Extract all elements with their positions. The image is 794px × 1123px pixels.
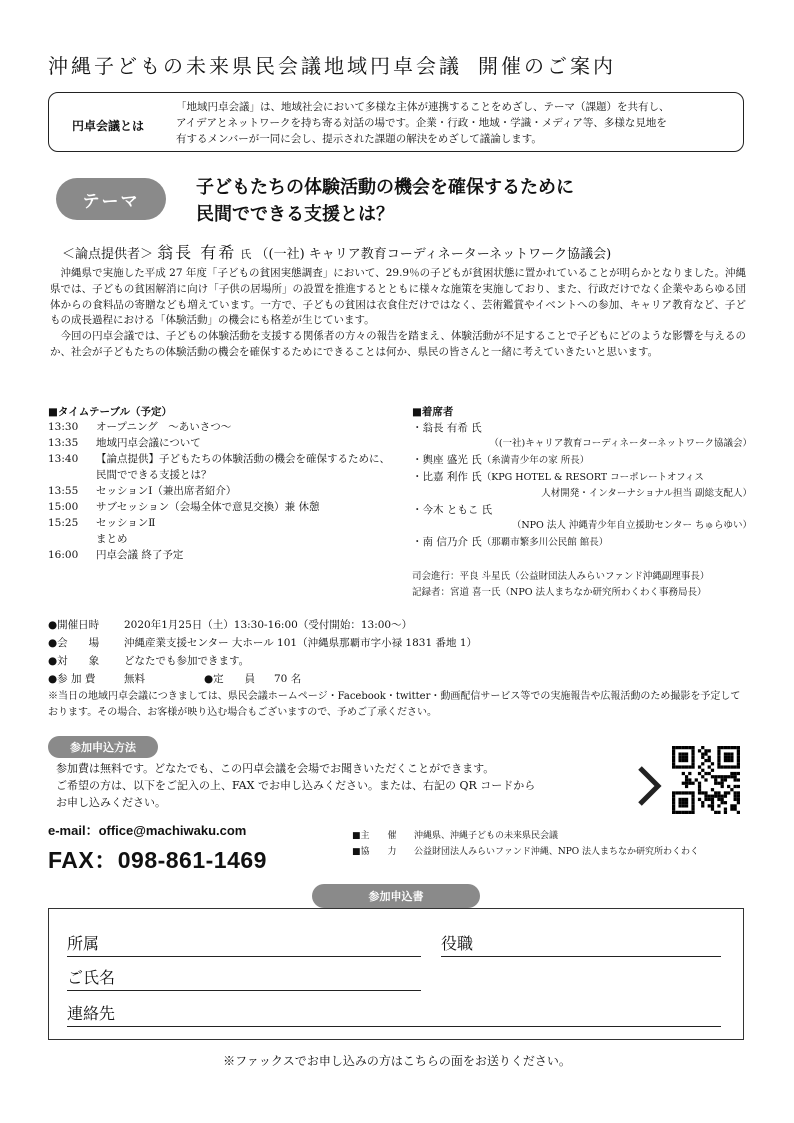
provider-name: 翁長 有希 xyxy=(157,243,237,262)
apply-line: お申し込みください。 xyxy=(56,796,166,809)
event-capacity-label: ●定 員 xyxy=(204,673,256,685)
provider-label: ＜論点提供者＞ xyxy=(62,247,154,262)
issue-provider xyxy=(62,240,762,263)
event-date xyxy=(48,616,748,634)
event-target-label: ●対 象 xyxy=(48,655,100,667)
theme-badge: テーマ xyxy=(56,178,166,220)
event-venue xyxy=(48,634,748,652)
apply-text xyxy=(56,760,656,811)
attendee-title: 人材開発・インターナショナル担当 副総支配人） xyxy=(541,488,752,499)
event-target-value: どなたでも参加できます。 xyxy=(124,655,250,667)
timetable-row xyxy=(48,483,398,499)
attendee-name: ・今木 ともこ 氏 xyxy=(412,504,493,516)
event-fee-capacity xyxy=(48,670,748,688)
provider-org: （(一社) キャリア教育コーディネーターネットワーク協議会) xyxy=(255,247,612,262)
fax-number: 098-861-1469 xyxy=(117,847,267,873)
coop-label: ■協 力 xyxy=(352,847,397,857)
attendee-name: ・南 信乃介 氏 xyxy=(412,536,482,548)
name-field[interactable]: ご氏名 xyxy=(67,965,421,991)
attendee-affiliation: （糸満青少年の家 所長） xyxy=(481,455,590,466)
timetable-time: 13:30 xyxy=(48,421,79,433)
fax-contact xyxy=(48,842,267,875)
affiliation-field[interactable]: 所属 xyxy=(67,931,421,957)
event-venue-value: 沖縄産業支援センター 大ホール 101（沖縄県那覇市字小禄 1831 番地 1） xyxy=(124,637,478,649)
attendee-name: ・輿座 盛光 氏 xyxy=(412,454,482,466)
timetable-row xyxy=(48,451,398,483)
timetable-desc: セッションⅠ（兼出席者紹介） xyxy=(96,485,237,497)
theme-title-line: 子どもたちの体験活動の機会を確保するために xyxy=(196,177,574,198)
theme-title-line: 民間でできる支援とは？ xyxy=(196,204,394,225)
attendee-name: ・比嘉 利作 氏 xyxy=(412,471,482,483)
attendee-affiliation: （KPG HOTEL & RESORT コーポレートオフィス xyxy=(481,472,704,483)
contact-field[interactable]: 連絡先 xyxy=(67,1001,721,1027)
title-sub: 開催のご案内 xyxy=(478,54,616,78)
fax-footer-note: ※ファックスでお申し込みの方はこちらの面をお送りください。 xyxy=(223,1054,571,1068)
attendee xyxy=(412,502,752,534)
host-row xyxy=(352,828,752,844)
intro-line: 「地域円卓会議」は、地域社会において多様な主体が連携することをめざし、テーマ（課題）を共有し、 xyxy=(176,101,670,113)
page-title xyxy=(48,50,748,79)
timetable-time: 13:40 xyxy=(48,453,79,465)
recorder: 記録者：宮道 喜一氏（NPO 法人まちなか研究所わくわく事務局長） xyxy=(412,587,707,598)
body-text xyxy=(50,266,746,361)
timetable-desc: オープニング ～あいさつ～ xyxy=(96,421,232,433)
attendee-name: ・翁長 有希 氏 xyxy=(412,422,482,434)
timetable-desc: 【論点提供】子どもたちの体験活動の機会を確保するために、民間でできる支援とは？ xyxy=(96,453,390,481)
event-fee-value: 無料 xyxy=(124,673,145,685)
timetable-row xyxy=(48,531,398,547)
timetable-time: 16:00 xyxy=(48,549,79,561)
event-fee-label: ●参 加 費 xyxy=(48,673,96,685)
timetable-row xyxy=(48,515,398,531)
event-venue-label: ●会 場 xyxy=(48,637,100,649)
provider-honorific: 氏 xyxy=(240,248,252,261)
email-address[interactable]: office@machiwaku.com xyxy=(98,823,247,838)
body-paragraph: 今回の円卓会議では、子どもの体験活動を支援する関係者の方々の報告を踏まえ、体験活動が不足することで子どもにどのような影響を与えるのか、社会が子どもたちの体験活動の機会を確保するためにできることは何か、県民の皆さんと一緒に考えていきたいと思います。 xyxy=(50,330,746,358)
application-form xyxy=(48,908,744,1040)
timetable-desc: 地域円卓会議について xyxy=(96,437,201,449)
attendees xyxy=(412,404,752,551)
coop-value: 公益財団法人みらいファンド沖縄、NPO 法人まちなか研究所わくわく xyxy=(414,847,699,857)
position-field[interactable]: 役職 xyxy=(441,931,721,957)
email-contact xyxy=(48,820,246,839)
timetable-row xyxy=(48,435,398,451)
qr-code[interactable] xyxy=(672,746,740,814)
moderator: 司会進行：平良 斗星氏（公益財団法人みらいファンド沖縄副理事長） xyxy=(412,571,710,582)
event-date-value: 2020年1月25日（土）13:30-16:00（受付開始：13:00～） xyxy=(124,619,413,631)
sponsors xyxy=(352,828,752,860)
timetable-row xyxy=(48,499,398,515)
apply-line: 参加費は無料です。どなたでも、この円卓会議を会場でお聞きいただくことができます。 xyxy=(56,762,495,775)
title-main: 沖縄子どもの未来県民会議地域円卓会議 xyxy=(48,54,462,78)
timetable-time: 13:35 xyxy=(48,437,79,449)
timetable-row xyxy=(48,547,398,563)
intro-label: 円卓会議とは xyxy=(72,119,145,133)
attendee-affiliation: （那覇市繁多川公民館 館長） xyxy=(481,537,609,548)
host-value: 沖縄県、沖縄子どもの未来県民会議 xyxy=(414,831,559,841)
timetable-heading: ■タイムテーブル（予定） xyxy=(48,406,173,418)
intro-line: 有するメンバーが一同に会し、提示された課題の解決をめざして議論します。 xyxy=(176,133,542,145)
moderators xyxy=(412,569,752,601)
application-form-title: 参加申込書 xyxy=(312,884,480,908)
email-label: e-mail： xyxy=(48,823,99,838)
attendees-heading: ■着席者 xyxy=(412,406,454,418)
attendee xyxy=(412,469,752,502)
timetable-desc: セッションⅡ xyxy=(96,517,156,529)
timetable xyxy=(48,404,398,563)
attendee xyxy=(412,452,752,469)
apply-line: ご希望の方は、以下をご記入の上、FAX でお申し込みください。または、右記の QR コードから xyxy=(56,779,536,792)
timetable-desc: サブセッション（会場全体で意見交換）兼 休憩 xyxy=(96,501,320,513)
timetable-time xyxy=(48,531,96,547)
timetable-desc: まとめ xyxy=(96,533,128,545)
intro-line: アイデアとネットワークを持ち寄る対話の場です。企業・行政・地域・学識・メディア等、多様な見地を xyxy=(176,117,667,129)
arrow-right-icon xyxy=(636,764,664,808)
attendee xyxy=(412,420,752,452)
attendee xyxy=(412,534,752,551)
event-capacity-value: 70 名 xyxy=(274,673,302,685)
apply-method-heading: 参加申込方法 xyxy=(48,736,158,758)
intro-text xyxy=(176,99,726,147)
fax-label: FAX： xyxy=(48,847,118,873)
timetable-time: 15:25 xyxy=(48,517,79,529)
coop-row xyxy=(352,844,752,860)
body-paragraph: 沖縄県で実施した平成 27 年度「子どもの貧困実態調査」において、29.9％の子どもが貧困状態に置かれていることが明らかとなりました。沖縄県では、子どもの貧困解消に向け「子供の居場所」の設置を推進するとともに様々な施策を実施しており、また、行政だけでなく企業やあらゆる団体からの食料品の寄贈なども増えています。一方で、子どもの貧困は衣食住だけではなく、芸術鑑賞やイベントへの参加、キャリア教育など、子どもの成長過程における「体験活動」の機会にも格差が生じています。 xyxy=(50,267,746,327)
timetable-time: 15:00 xyxy=(48,501,79,513)
timetable-row xyxy=(48,419,398,435)
timetable-time: 13:55 xyxy=(48,485,79,497)
attendee-affiliation: （NPO 法人 沖縄青少年自立援助センター ちゅらゆい） xyxy=(511,520,752,531)
host-label: ■主 催 xyxy=(352,831,397,841)
timetable-desc: 円卓会議 終了予定 xyxy=(96,549,184,561)
event-date-label: ●開催日時 xyxy=(48,619,100,631)
event-target xyxy=(48,652,748,670)
theme-title xyxy=(196,174,756,228)
photo-note: ※当日の地域円卓会議につきましては、県民会議ホームページ・Facebook・twitter・動画配信サービス等での実施報告や広報活動のため撮影を予定しております。その場合、お客様が映り込む場合もございますので、予めご了承ください。 xyxy=(48,691,741,718)
event-info xyxy=(48,616,748,688)
attendee-affiliation: （(一社)キャリア教育コーディネーターネットワーク協議会） xyxy=(489,438,752,449)
